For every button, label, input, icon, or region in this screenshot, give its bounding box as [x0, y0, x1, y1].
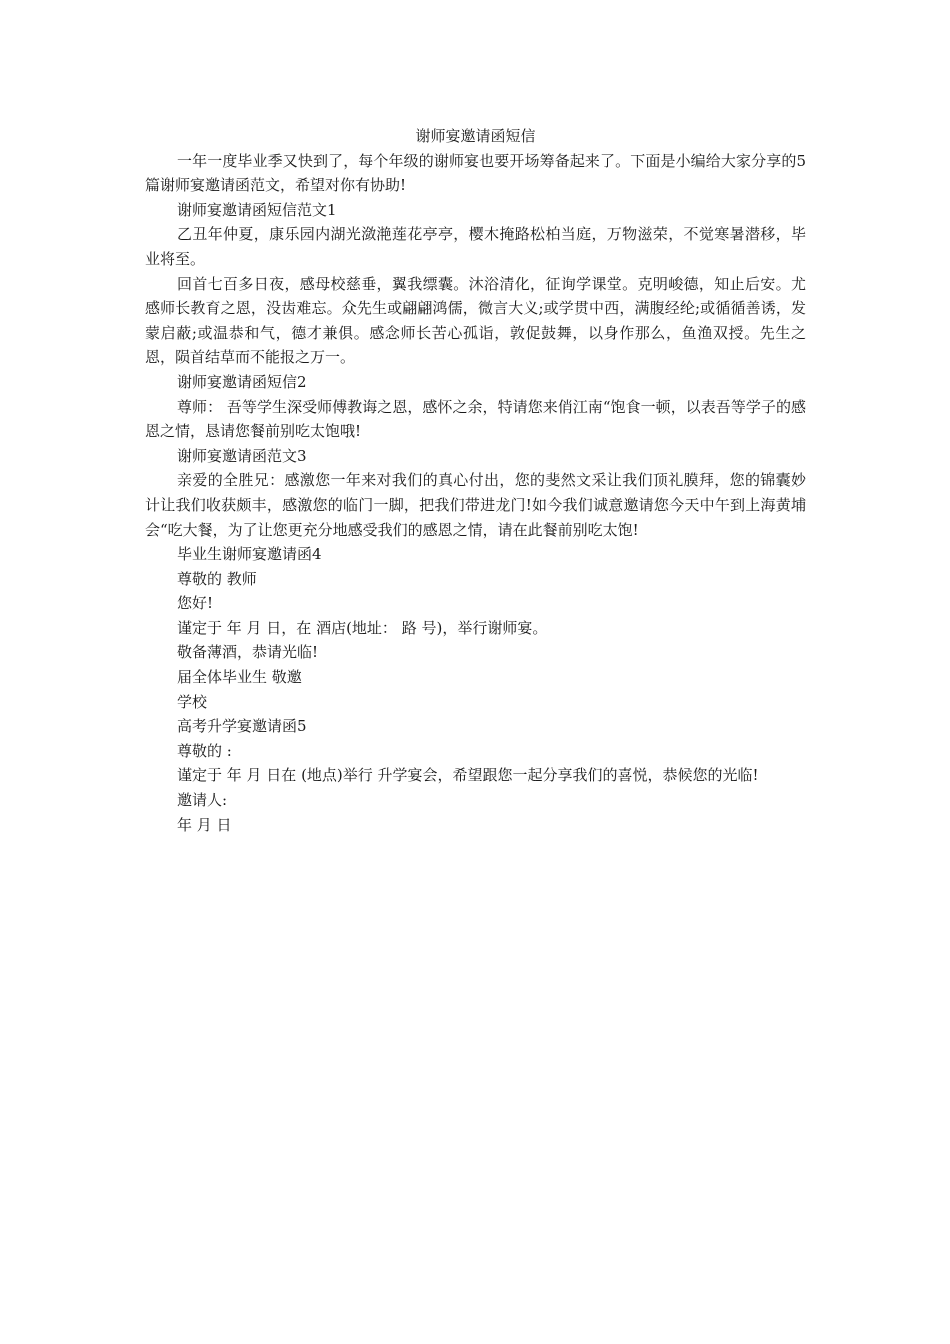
section-heading-1: 谢师宴邀请函短信范文1 [177, 200, 337, 219]
paragraph: 亲爱的全胜兄：感激您一年来对我们的真心付出，您的斐然文采让我们顶礼膜拜，您的锦囊妙计让我们收获颇丰，感激您的临门一脚，把我们带进龙门!如今我们诚意邀请您今天中午到上海黄埔会“吃大餐，为了让您更充分地感受我们的感恩之情，请在此餐前别吃太饱! [145, 471, 806, 539]
section-heading-2: 谢师宴邀请函短信2 [177, 372, 307, 391]
paragraph: 回首七百多日夜，感母校慈垂，翼我缥囊。沐浴清化，征询学课堂。克明峻德，知止后安。尤感师长教育之恩，没齿难忘。众先生或翩翩鸿儒，微言大义;或学贯中西，满腹经纶;或循循善诱，发蒙启蔽;或温恭和气，德才兼俱。感念师长苦心孤诣，敦促鼓舞，以身作那么，鱼渔双授。先生之恩，陨首结草而不能报之万一。 [145, 274, 806, 367]
signature-line: 邀请人: [177, 791, 228, 810]
section-heading-4: 毕业生谢师宴邀请函4 [177, 545, 322, 564]
date-line: 年 月 日 [177, 815, 232, 834]
signature-line: 学校 [177, 692, 208, 711]
invitation-line: 谨定于 年 月 日，在 酒店(地址： 路 号)，举行谢师宴。 [177, 618, 548, 637]
section-heading-5: 高考升学宴邀请函5 [177, 717, 307, 736]
paragraph: 乙丑年仲夏，康乐园内湖光潋滟莲花亭亭，樱木掩路松柏当庭，万物滋荣，不觉寒暑潜移，毕业将至。 [145, 225, 806, 268]
document-title: 谢师宴邀请函短信 [415, 127, 536, 145]
invitation-line: 谨定于 年 月 日在 (地点)举行 升学宴会，希望跟您一起分享我们的喜悦，恭候您的光临! [177, 766, 759, 785]
paragraph: 尊师： 吾等学生深受师傅教诲之恩，感怀之余，特请您来俏江南“饱食一顿，以表吾等学子的感恩之情，恳请您餐前别吃太饱哦! [145, 397, 806, 441]
salutation-line: 尊敬的 : [177, 741, 232, 760]
invitation-line: 敬备薄酒，恭请光临! [177, 643, 319, 662]
document-page [145, 124, 806, 837]
section-heading-3: 谢师宴邀请函范文3 [177, 446, 307, 465]
greeting-line: 您好! [177, 594, 214, 613]
salutation-line: 尊敬的 教师 [177, 569, 257, 588]
paragraph-intro: 一年一度毕业季又快到了，每个年级的谢师宴也要开场筹备起来了。下面是小编给大家分享的5篇谢师宴邀请函范文，希望对你有协助! [145, 151, 806, 195]
signature-line: 届全体毕业生 敬邀 [177, 668, 302, 687]
